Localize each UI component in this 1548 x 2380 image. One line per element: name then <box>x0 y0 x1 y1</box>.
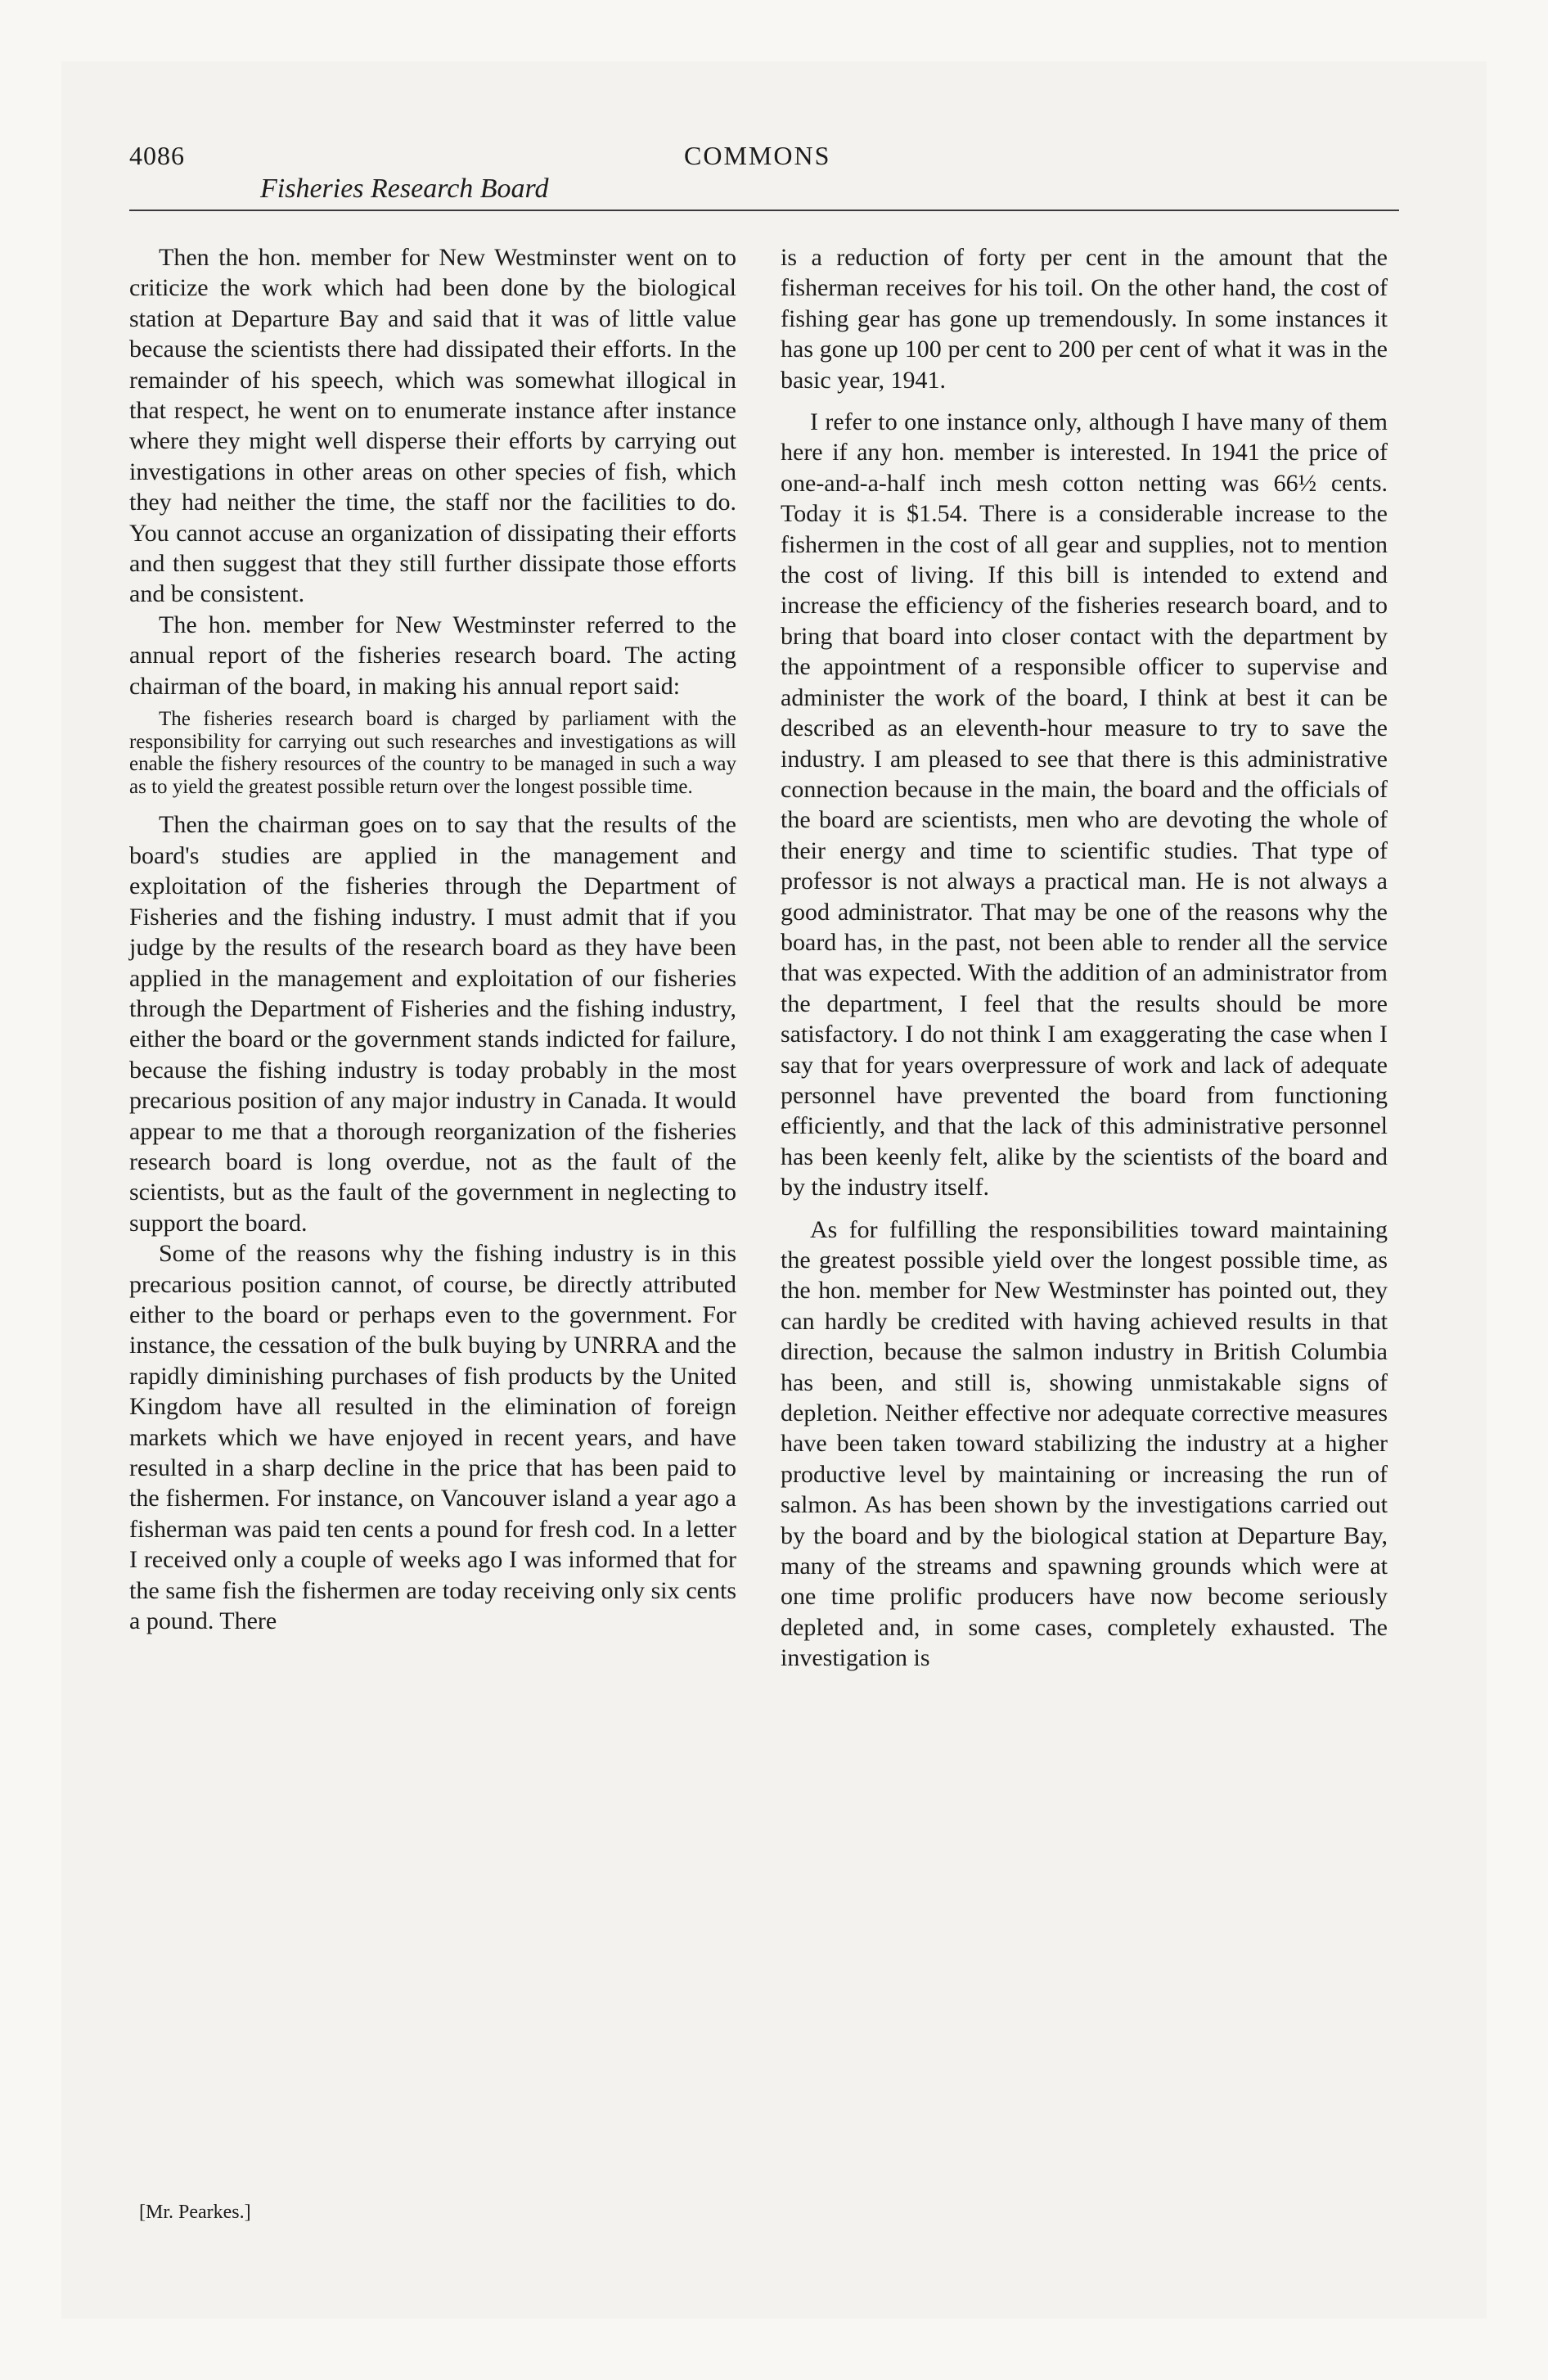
header-rule <box>129 210 1399 211</box>
paragraph: Some of the reasons why the fishing industry is in this precarious position cannot, of course, be directly attributed either to the board or perhaps even to the government. For instance, the cessation of the bulk buying by UNRRA and the rapidly diminishing purchases of fish products by the United Kingdom have all resulted in the elimination of foreign markets which we have enjoyed in recent years, and have resulted in a sharp decline in the price that has been paid to the fishermen. For instance, on Vancouver island a year ago a fisherman was paid ten cents a pound for fresh cod. In a letter I received only a couple of weeks ago I was informed that for the same fish the fishermen are today receiving only six cents a pound. There <box>129 1240 736 1635</box>
section-title: Fisheries Research Board <box>260 174 549 204</box>
paragraph: I refer to one instance only, although I have many of them here if any hon. member is interested. In 1941 the price of one-and-a-half inch mesh cotton netting was 66½ cents. Today it is $1.54. There is a considerable increase to the fishermen in the cost of all gear and supplies, not to mention the cost of living. If this bill is intended to extend and increase the efficiency of the fisheries research board, and to bring that board into closer contact with the department by the appointment of a responsible officer to supervise and administer the work of the board, I think at best it can be described as an eleventh-hour measure to try to save the industry. I am pleased to see that there is this administrative connection because in the main, the board and the officials of the board are scientists, men who are devoting the whole of their energy and time to scientific studies. That type of professor is not always a practical man. He is not always a good administrator. That may be one of the reasons why the board has, in the past, not been able to render all the service that was expected. With the addition of an administrator from the department, I feel that the results should be more satisfactory. I do not think I am exaggerating the case when I say that for years overpressure of work and lack of adequate personnel have prevented the board from functioning efficiently, and that the lack of this administrative personnel has been keenly felt, alike by the scientists of the board and by the industry itself. <box>781 408 1388 1201</box>
paragraph: Then the chairman goes on to say that the results of the board's studies are applied in the management and exploitation of the fisheries through the Department of Fisheries and the fishing industry. I must admit that if you judge by the results of the research board as they have been applied in the management and exploitation of our fisheries through the Department of Fisheries and the fishing industry, either the board or the government stands indicted for failure, because the fishing industry is today probably in the most precarious position of any major industry in Canada. It would appear to me that a thorough reorganization of the fisheries research board is long overdue, not as the fault of the scientists, but as the fault of the government in neglecting to support the board. <box>129 811 736 1237</box>
page-number: 4086 <box>129 141 185 170</box>
speaker-note: [Mr. Pearkes.] <box>139 2202 251 2223</box>
paragraph: Then the hon. member for New Westminster went on to criticize the work which had been done by the biological station at Departure Bay and said that it was of little value because the scientists there had dissipated their efforts. In the remainder of his speech, which was somewhat illogical in that respect, he went on to enumerate instance after instance where they might well disperse their efforts by carrying out investigations in other areas on other species of fish, which they had neither the time, the staff nor the facilities to do. You cannot accuse an organization of dissipating their efforts and then suggest that they still further dissipate those efforts and be consistent. <box>129 244 736 608</box>
paragraph: As for fulfilling the responsibilities toward maintaining the greatest possible yield over the longest possible time, as the hon. member for New Westminster has pointed out, they can hardly be credited with having achieved results in that direction, because the salmon industry in British Columbia has been, and still is, showing unmistakable signs of depletion. Neither effective nor adequate corrective measures have been taken toward stabilizing the industry at a higher productive level by maintaining or increasing the run of salmon. As has been shown by the investigations carried out by the board and by the biological station at Departure Bay, many of the streams and spawning grounds which were at one time prolific producers have now become seriously depleted and, in some cases, completely exhausted. The investigation is <box>781 1215 1388 1672</box>
running-head: COMMONS <box>684 141 831 170</box>
paragraph: The hon. member for New Westminster referred to the annual report of the fisheries research board. The acting chairman of the board, in making his annual report said: <box>129 611 736 700</box>
block-quote: The fisheries research board is charged by parliament with the responsibility for carrying out such researches and investigations as will enable the fishery resources of the country to be managed in such a way as to yield the greatest possible return over the longest possible time. <box>129 708 736 798</box>
right-column <box>781 242 1388 1674</box>
left-column <box>129 242 736 1636</box>
paragraph: is a reduction of forty per cent in the amount that the fisherman receives for his toil. On the other hand, the cost of fishing gear has gone up tremendously. In some instances it has gone up 100 per cent to 200 per cent of what it was in the basic year, 1941. <box>781 244 1388 394</box>
